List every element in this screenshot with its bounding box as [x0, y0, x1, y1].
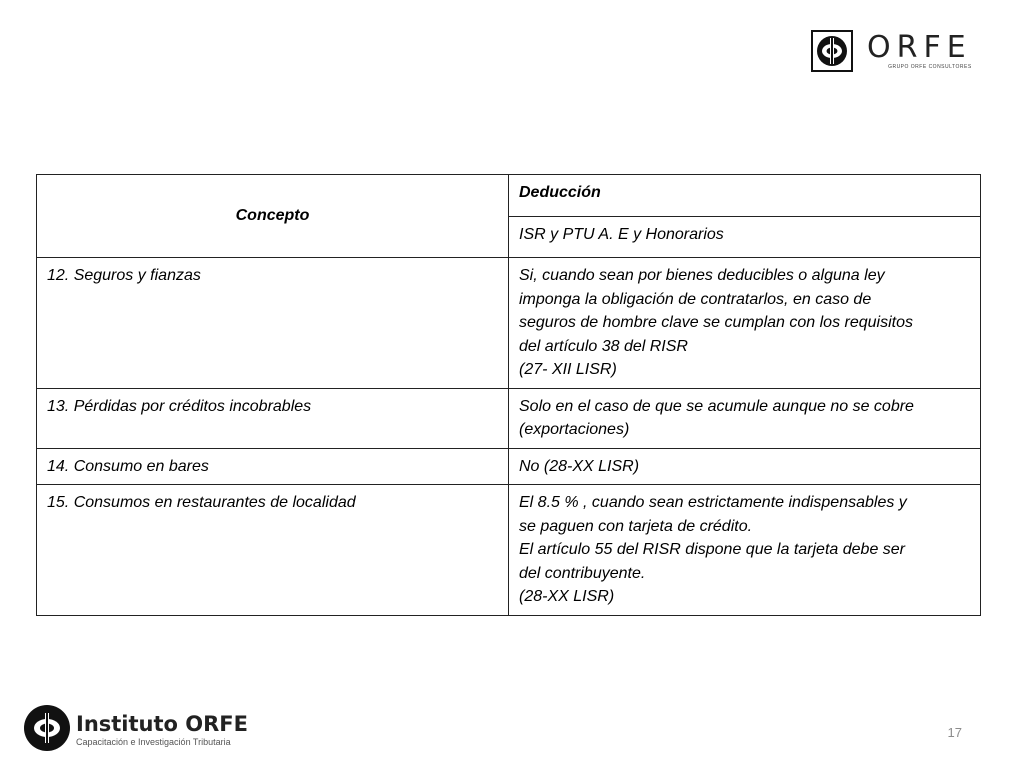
logo-subtext: GRUPO ORFE CONSULTORES — [888, 63, 972, 70]
deduccion-line: Si, cuando sean por bienes deducibles o alguna ley — [519, 267, 885, 284]
table-row — [37, 258, 981, 389]
table-header-row — [37, 175, 981, 217]
deduccion-line: (exportaciones) — [519, 421, 630, 438]
row-deduccion — [509, 388, 981, 448]
header-deduccion: Deducción — [509, 175, 981, 217]
row-concepto: 15. Consumos en restaurantes de localidad — [37, 485, 509, 616]
deductions-table — [36, 174, 981, 616]
institute-name: Instituto ORFE — [76, 712, 248, 736]
phi-logo-icon — [811, 30, 853, 72]
deduccion-line: Solo en el caso de que se acumule aunque no se cobre — [519, 397, 914, 415]
institute-tagline: Capacitación e Investigación Tributaria — [76, 737, 231, 747]
header-concepto: Concepto — [37, 175, 509, 258]
table-row — [37, 448, 981, 485]
logo-wordmark: ORFE — [867, 29, 972, 65]
row-deduccion — [509, 448, 981, 485]
deduccion-line: seguros de hombre clave se cumplan con los requisitos — [519, 314, 913, 331]
deduccion-line: El 8.5 % , cuando sean estrictamente indispensables y — [519, 494, 907, 511]
header-isr-ptu: ISR y PTU A. E y Honorarios — [509, 217, 981, 258]
deduccion-line: No (28-XX LISR) — [519, 457, 640, 475]
deduccion-line: (27- XII LISR) — [519, 361, 617, 378]
row-concepto: 12. Seguros y fianzas — [37, 258, 509, 389]
row-deduccion — [509, 258, 981, 389]
deduccion-line: imponga la obligación de contratarlos, en caso de — [519, 290, 872, 308]
table-row — [37, 388, 981, 448]
orfe-logo-top — [811, 28, 981, 74]
table-row — [37, 485, 981, 616]
phi-circle-icon — [24, 705, 70, 751]
row-concepto: 14. Consumo en bares — [37, 448, 509, 485]
row-deduccion — [509, 485, 981, 616]
deduccion-line: El artículo 55 del RISR dispone que la tarjeta debe ser — [519, 541, 906, 558]
page-number: 17 — [947, 725, 962, 740]
deduccion-line: del artículo 38 del RISR — [519, 337, 688, 355]
deduccion-line: se paguen con tarjeta de crédito. — [519, 517, 753, 535]
deduccion-line: del contribuyente. — [519, 564, 646, 582]
row-concepto: 13. Pérdidas por créditos incobrables — [37, 388, 509, 448]
instituto-orfe-logo — [24, 705, 248, 751]
deduccion-line: (28-XX LISR) — [519, 588, 615, 605]
